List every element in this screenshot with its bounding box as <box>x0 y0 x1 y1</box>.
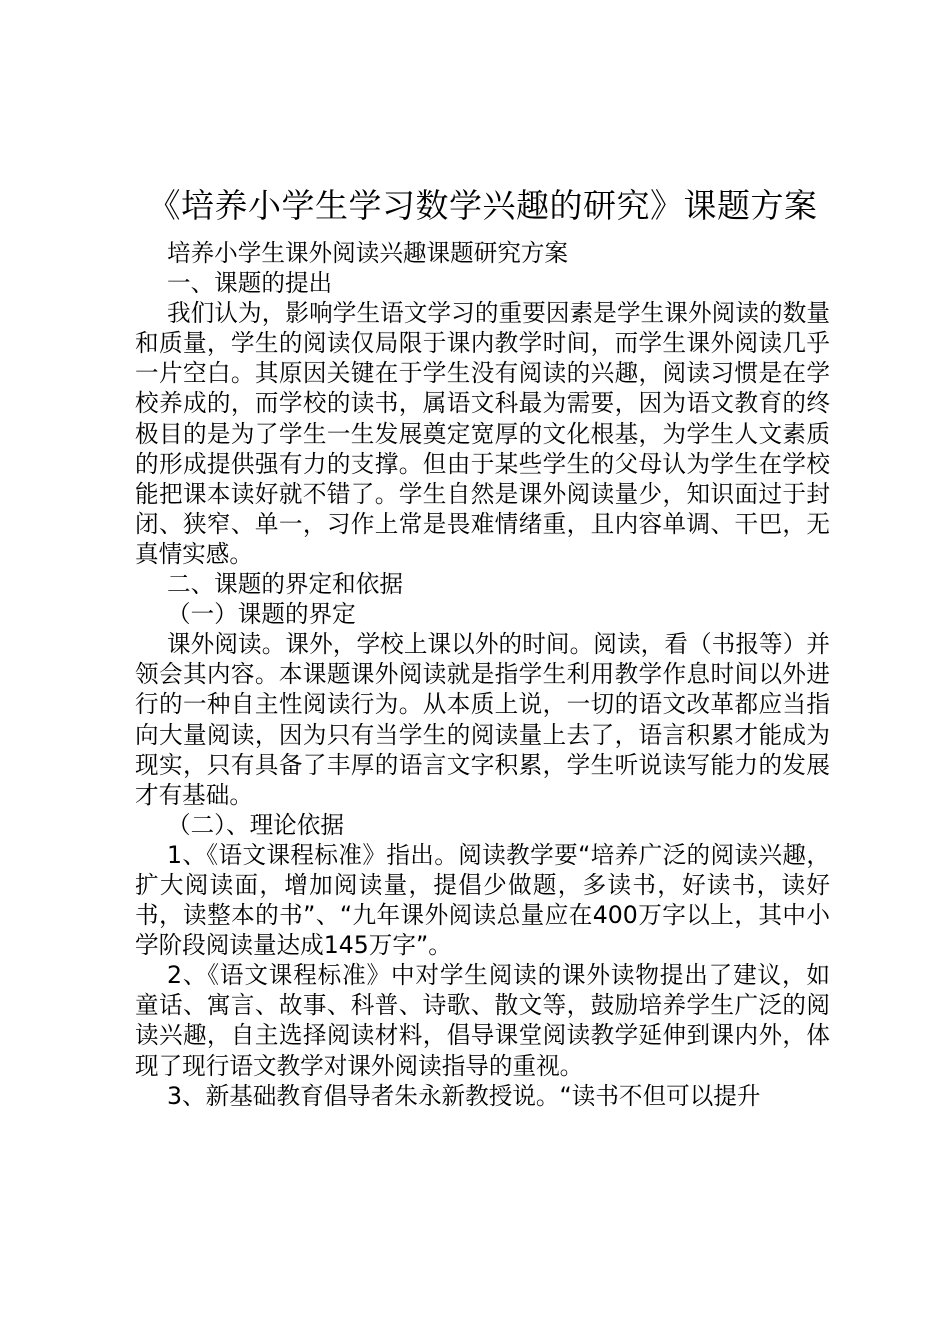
paragraph-subtitle: 培养小学生课外阅读兴趣课题研究方案 <box>167 239 569 267</box>
subsection-heading-definition: （一）课题的界定 <box>167 600 356 629</box>
list-item: 3、新基础教育倡导者朱永新教授说。“读书不但可以提升 <box>167 1081 761 1110</box>
list-item: 2、《语文课程标准》中对学生阅读的课外读物提出了建议，如童话、寓言、故事、科普、诗歌、散文等，鼓励培养学生广泛的阅读兴趣，自主选择阅读材料，倡导课堂阅读教学延伸到课内外，体现了现行语文教学对课外阅读指导的重视。 <box>135 961 830 1080</box>
document-body <box>135 238 830 1111</box>
list-item: 1、《语文课程标准》指出。阅读教学要“培养广泛的阅读兴趣，扩大阅读面，增加阅读量，提倡少做题，多读书，好读书，读好书，读整本的书”、“九年课外阅读总量应在400万字以上，其中小学阶段阅读量达成145万字”。 <box>135 840 830 960</box>
paragraph: 我们认为，影响学生语文学习的重要因素是学生课外阅读的数量和质量，学生的阅读仅局限于课内教学时间，而学生课外阅读几乎一片空白。其原因关键在于学生没有阅读的兴趣，阅读习惯是在学校养成的，而学校的读书，属语文科最为需要，因为语文教育的终极目的是为了学生一生发展奠定宽厚的文化根基，为学生人文素质的形成提供强有力的支撑。但由于某些学生的父母认为学生在学校能把课本读好就不错了。学生自然是课外阅读量少，知识面过于封闭、狭窄、单一，习作上常是畏难情绪重，且内容单调、干巴，无真情实感。 <box>135 299 830 568</box>
section-heading-definition-basis: 二、课题的界定和依据 <box>167 570 403 599</box>
document-title: 《培养小学生学习数学兴趣的研究》课题方案 <box>147 186 818 225</box>
subsection-heading-theory: （二）、理论依据 <box>167 810 344 839</box>
document-page <box>135 176 830 1111</box>
paragraph: 课外阅读。课外，学校上课以外的时间。阅读，看（书报等）并领会其内容。本课题课外阅读就是指学生利用教学作息时间以外进行的一种自主性阅读行为。从本质上说，一切的语文改革都应当指向大量阅读，因为只有当学生的阅读量上去了，语言积累才能成为现实，只有具备了丰厚的语言文字积累，学生听说读写能力的发展才有基础。 <box>135 630 830 809</box>
section-heading-proposal: 一、课题的提出 <box>167 269 333 298</box>
